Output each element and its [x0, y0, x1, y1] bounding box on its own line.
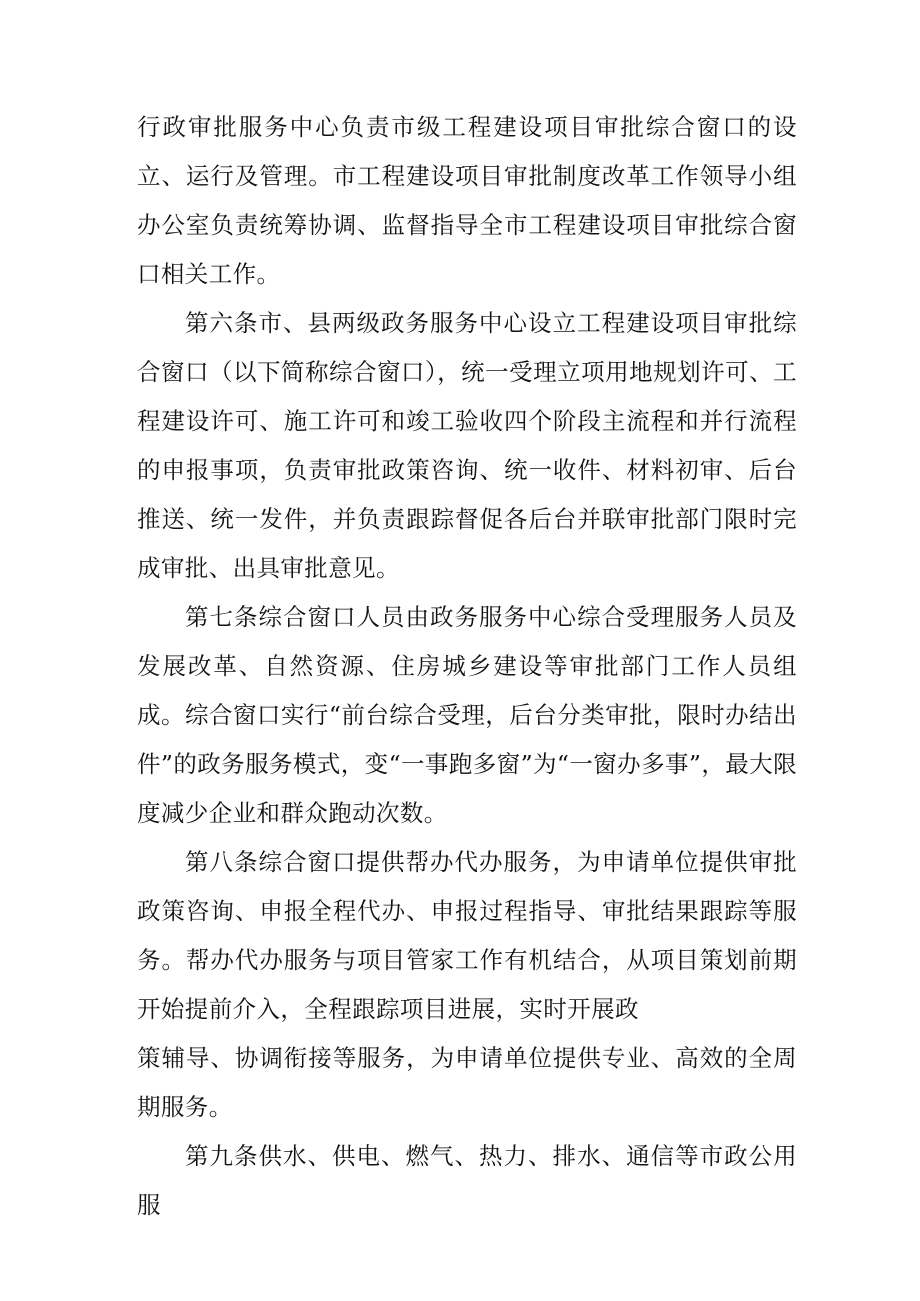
paragraph-article-8-part-2: 策辅导、协调衔接等服务，为申请单位提供专业、高效的全周期服务。: [137, 1044, 797, 1121]
paragraph-article-6: 第六条市、县两级政务服务中心设立工程建设项目审批综合窗口（以下简称综合窗口），统一受理立项用地规划许可、工程建设许可、施工许可和竣工验收四个阶段主流程和并行流程的申报事项，负责审批政策咨询、统一收件、材料初审、后台推送、统一发件，并负责跟踪督促各后台并联审批部门限时完成审批、出具审批意见。: [137, 309, 797, 582]
paragraph-article-9: 第九条供水、供电、燃气、热力、排水、通信等市政公用服: [137, 1142, 797, 1219]
paragraph-article-7: 第七条综合窗口人员由政务服务中心综合受理服务人员及发展改革、自然资源、住房城乡建设等审批部门工作人员组成。综合窗口实行“前台综合受理，后台分类审批，限时办结出件”的政务服务模式，变“一事跑多窗”为“一窗办多事”，最大限度减少企业和群众跑动次数。: [137, 603, 797, 827]
paragraph-article-8-part-1: 第八条综合窗口提供帮办代办服务，为申请单位提供审批政策咨询、申报全程代办、申报过程指导、审批结果跟踪等服务。帮办代办服务与项目管家工作有机结合，从项目策划前期开始提前介入，全程跟踪项目进展，实时开展政: [137, 848, 797, 1023]
paragraph-continued: 行政审批服务中心负责市级工程建设项目审批综合窗口的设立、运行及管理。市工程建设项目审批制度改革工作领导小组办公室负责统筹协调、监督指导全市工程建设项目审批综合窗口相关工作。: [137, 113, 797, 288]
document-body: [137, 103, 797, 1230]
